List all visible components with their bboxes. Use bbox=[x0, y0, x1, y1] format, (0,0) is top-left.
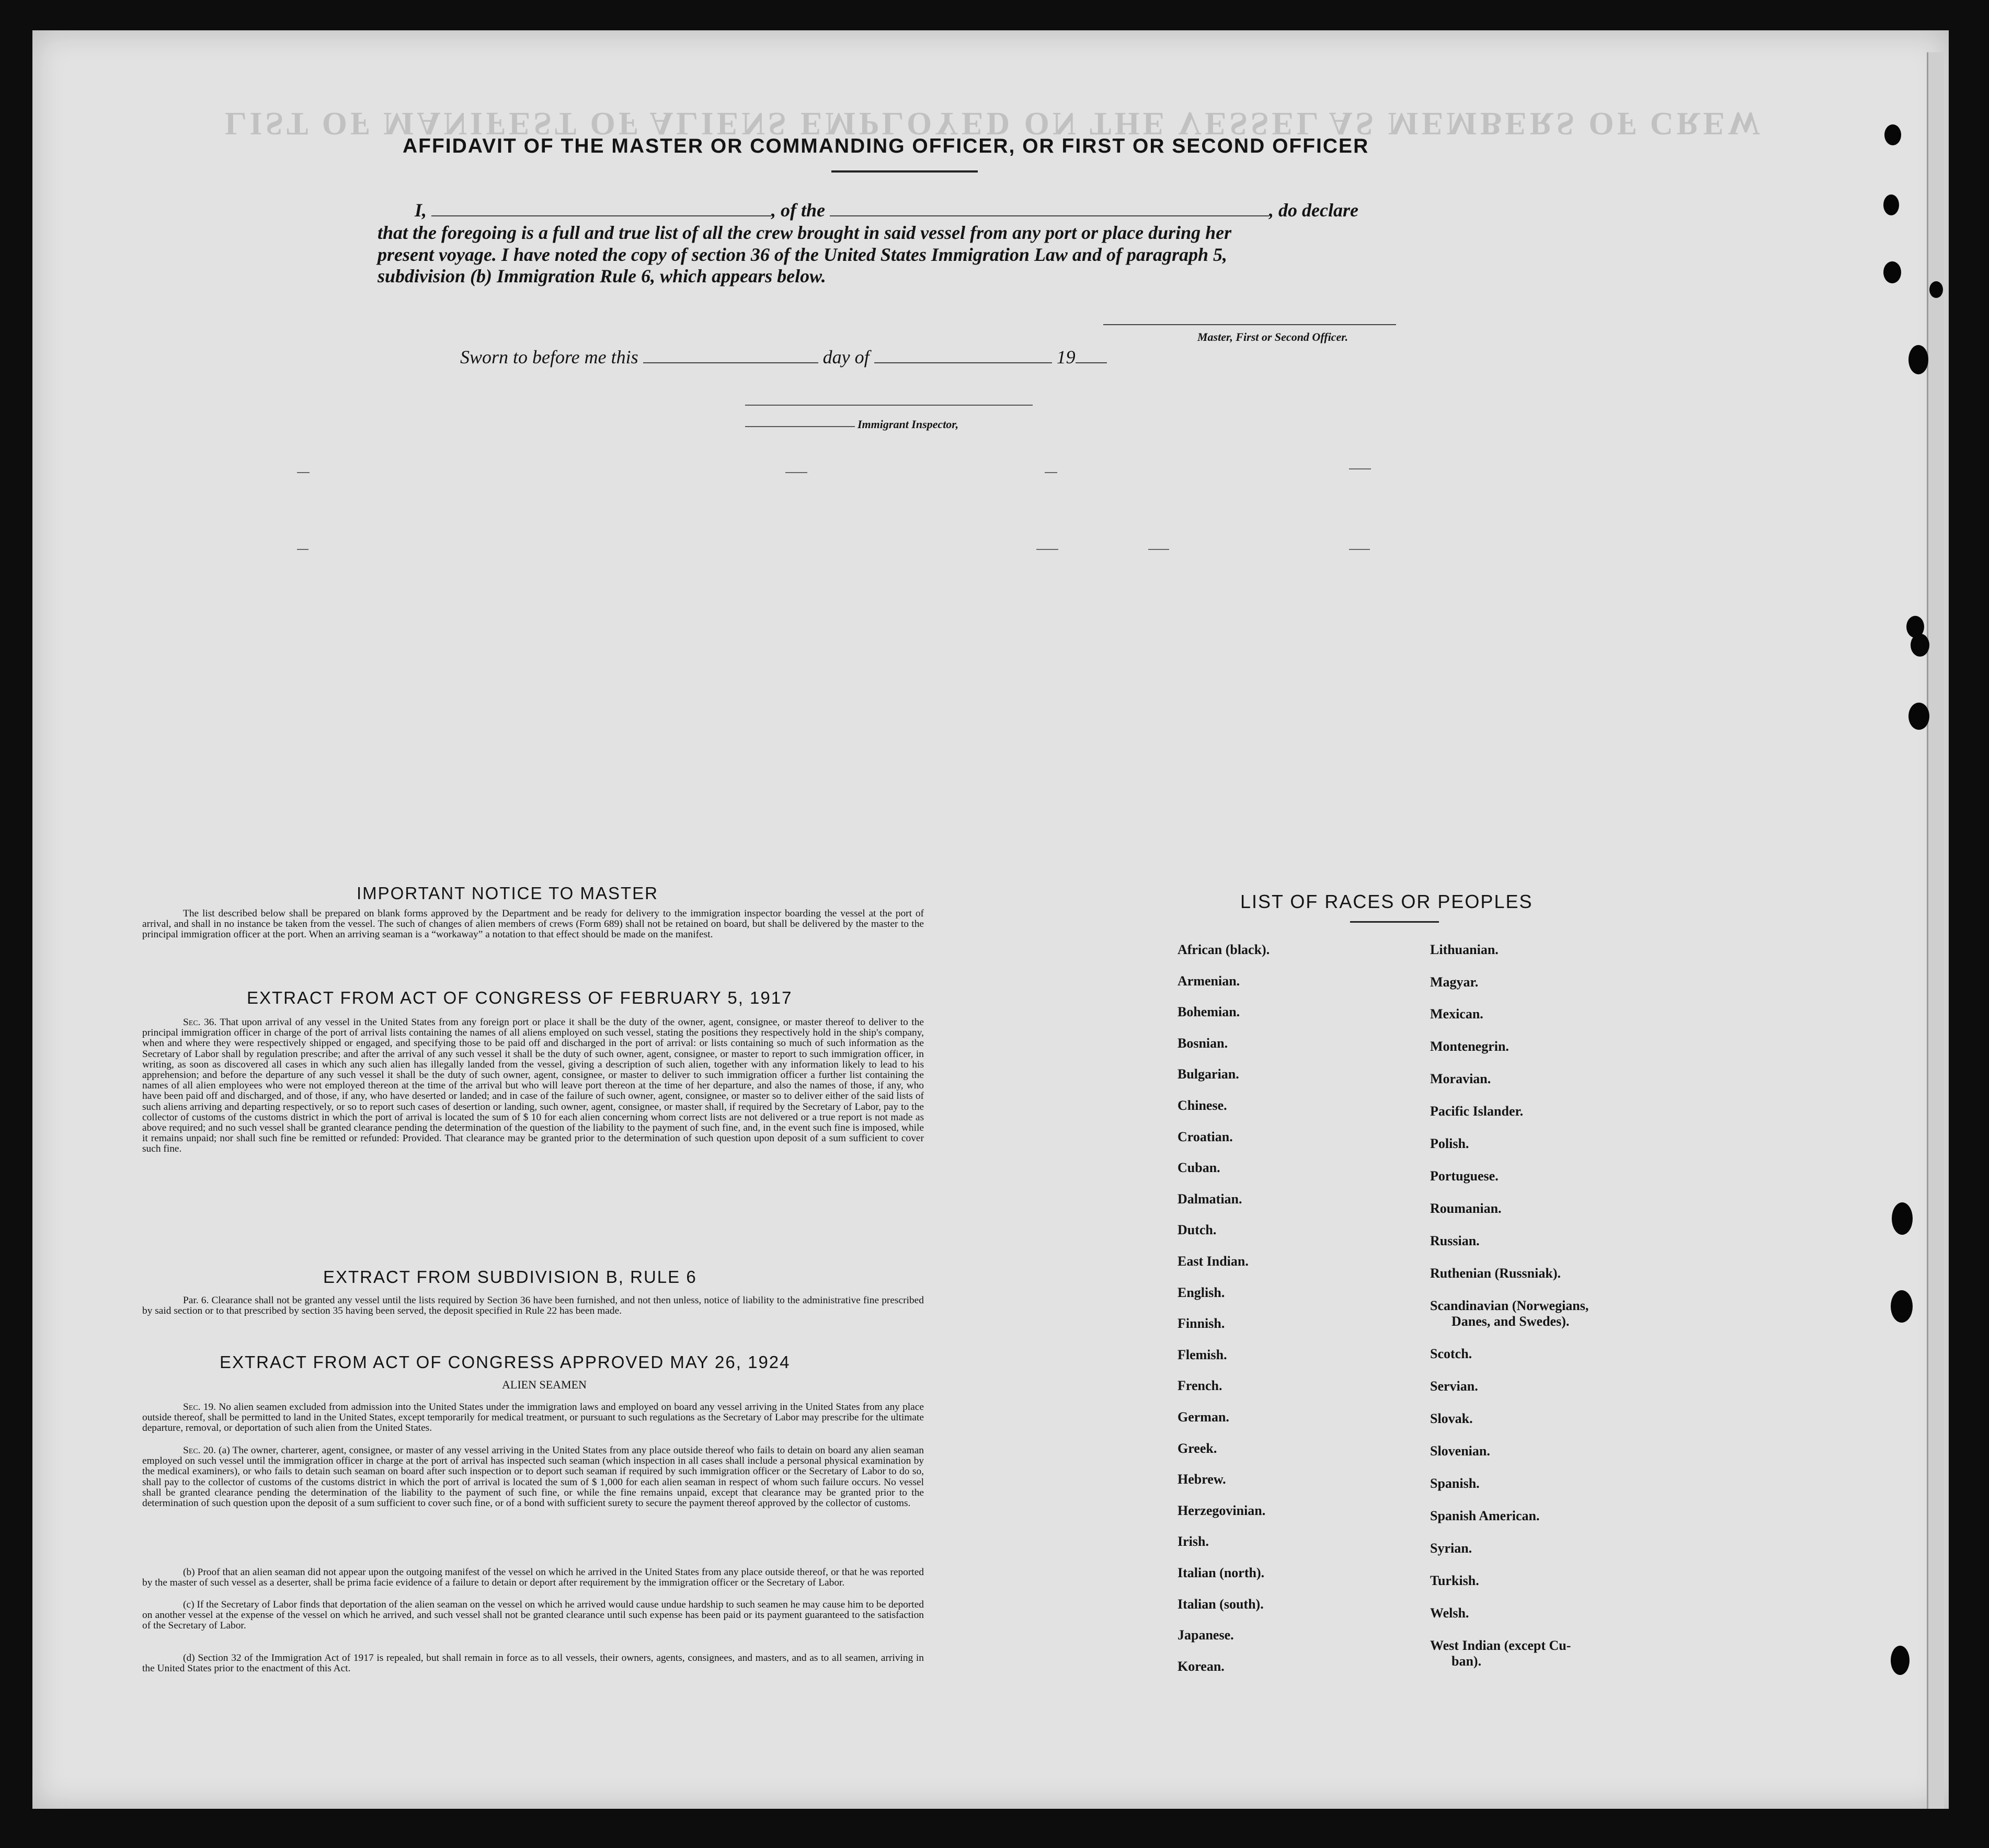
section-label: Sec. 19. bbox=[183, 1402, 216, 1413]
punch-hole bbox=[1891, 1646, 1910, 1675]
sec-20d-paragraph: (d) Section 32 of the Immigration Act of 1917 is repealed, but shall remain in force as to all vessels, their owners, agents, consignees, and masters, and as to all seamen, arriving in the United States prior to the enactment of this Act. bbox=[142, 1652, 924, 1674]
extract-1917-paragraph bbox=[142, 1017, 924, 1155]
race-item: Slovenian. bbox=[1430, 1443, 1490, 1459]
race-item: Dalmatian. bbox=[1178, 1191, 1242, 1207]
punch-hole bbox=[1892, 1202, 1913, 1235]
race-item: Montenegrin. bbox=[1430, 1039, 1509, 1054]
race-item: Welsh. bbox=[1430, 1605, 1469, 1621]
extract-1917-text: That upon arrival of any vessel in the United States from any foreign port or place it shall be the duty of the owner, agent, consignee, or master thereof to deliver to the principal immigration officer in charge of the port of arrival lists containing the names of all aliens employed on such vessel, stating the positions they respectively hold in the ship's company, when and where they were respectively shipped or engaged, and specifying those to be paid off and discharged in the port of arrival: or lists containing so much of such information as the Secretary of Labor shall by regulation prescribe; and after the arrival of any such vessel it shall be the duty of such owner, agent, consignee, or master to report to such immigration officer, in writing, as soon as discovered all cases in which any such alien has illegally landed from the vessel, giving a description of such alien, together with any information likely to lead to his apprehension; and before the departure of any such vessel it shall be the duty of such owner, agent, consignee, or master to deliver to such immigration officer a further list containing the names of all alien employees who were not employed thereon at the time of the arrival but who will leave port thereon at the time of her departure, and also the names of those, if any, who have been paid off and discharged, and of those, if any, who have deserted or landed; and in case of the failure of such owner, agent, consignee, or master so to deliver either of the said lists of such aliens arriving and departing respectively, or so to report such cases of desertion or landing, such owner, agent, consignee, or master shall, if required by the Secretary of Labor, pay to the collector of customs of the customs district in which the port of arrival is located the sum of $ 10 for each alien concerning whom correct lists are not delivered or a true report is not made as above required; and no such vessel shall be granted clearance pending the determination of the question of the liability to the payment of such fine, and, in the event such fine is imposed, while it remains unpaid; nor shall such fine be remitted or refunded: Provided. That clearance may be granted prior to the determination of such question upon deposit of a sum sufficient to cover such fine. bbox=[142, 1017, 924, 1155]
column-dash bbox=[1349, 468, 1371, 469]
race-item: Pacific Islander. bbox=[1430, 1104, 1524, 1119]
race-item: Chinese. bbox=[1178, 1098, 1227, 1113]
race-item: Finnish. bbox=[1178, 1316, 1225, 1332]
inspector-signature-line[interactable] bbox=[745, 405, 1033, 406]
section-label: Sec. 20. bbox=[183, 1445, 216, 1456]
race-item: ban). bbox=[1451, 1654, 1482, 1669]
year-prefix: 19 bbox=[1056, 347, 1076, 368]
sec-20b-paragraph: (b) Proof that an alien seaman did not appear upon the outgoing manifest of the vessel on which he arrived in the United States from any place outside thereof, or that he was reported by the master of such vessel as a deserter, shall be prima facie evidence of a failure to detain or deport after requirement by the immigration officer or the Secretary of Labor. bbox=[142, 1567, 924, 1589]
column-dash bbox=[1349, 549, 1370, 550]
notice-text: The list described below shall be prepared on blank forms approved by the Department and be ready for delivery to the immigration inspector boarding the vessel at the port of arrival, and shall in no instance be taken from the vessel. The such of changes of alien members of crews (Form 689) shall not be retained on board, but shall be delivered by the master to the principal immigration officer at the port. When an arriving seaman is a “workaway” a notation to that effect should be made on the manifest. bbox=[142, 908, 924, 940]
punch-hole bbox=[1883, 261, 1901, 283]
race-item: Moravian. bbox=[1430, 1071, 1491, 1086]
race-item: Korean. bbox=[1178, 1658, 1225, 1674]
punch-hole bbox=[1929, 281, 1943, 298]
race-item: Spanish. bbox=[1430, 1476, 1480, 1491]
section-label: Sec. 36. bbox=[183, 1017, 217, 1028]
race-item: Hebrew. bbox=[1178, 1472, 1226, 1487]
race-item: Magyar. bbox=[1430, 974, 1479, 990]
punch-hole bbox=[1891, 1290, 1913, 1323]
sec-19-paragraph bbox=[142, 1402, 924, 1434]
extract-1917-heading: EXTRACT FROM ACT OF CONGRESS OF FEBRUARY 5, 1917 bbox=[247, 988, 793, 1007]
race-item: East Indian. bbox=[1178, 1254, 1249, 1269]
race-item: African (black). bbox=[1178, 942, 1270, 957]
heading-rule bbox=[1350, 921, 1439, 923]
race-item: Bosnian. bbox=[1178, 1035, 1228, 1051]
i-label: I, bbox=[415, 200, 427, 221]
race-item: Japanese. bbox=[1178, 1627, 1234, 1643]
alien-seamen-subheading: ALIEN SEAMEN bbox=[502, 1378, 587, 1391]
do-declare-label: , do declare bbox=[1269, 200, 1358, 221]
race-item: Mexican. bbox=[1430, 1006, 1483, 1021]
year-field[interactable] bbox=[1076, 347, 1107, 363]
month-field[interactable] bbox=[874, 347, 1052, 363]
race-item: Bohemian. bbox=[1178, 1004, 1240, 1020]
punch-hole bbox=[1908, 345, 1928, 374]
race-item: Spanish American. bbox=[1430, 1508, 1540, 1523]
column-dash bbox=[1036, 549, 1058, 550]
race-item: Danes, and Swedes). bbox=[1451, 1314, 1570, 1329]
race-item: Servian. bbox=[1430, 1379, 1478, 1394]
signature-label: Master, First or Second Officer. bbox=[1197, 330, 1348, 343]
punch-hole bbox=[1884, 124, 1901, 145]
column-dash bbox=[1148, 549, 1169, 550]
extract-rule6-heading: EXTRACT FROM SUBDIVISION B, RULE 6 bbox=[323, 1267, 697, 1287]
sec-20a-text: (a) The owner, charterer, agent, consignee, or master of any vessel arriving in the United States from any place outside thereof who fails to detain on board any alien seaman employed on such vessel until the immigration officer in charge at the port of arrival has inspected such seaman (which inspection in all cases shall include a personal physical examination by the medical examiners), or who fails to detain such seaman on board after such inspection or to deport such seaman if required by such immigration officer or the Secretary of Labor to do so, shall pay to the collector of customs of the customs district in which the port of arrival is located the sum of $ 1,000 for each alien seaman in respect of whom such failure occurs. No vessel shall be granted clearance pending the determination of the liability to the payment of such fine, or while the fine remains unpaid, except that clearance may be granted prior to the determination of such question upon the deposit of a sum sufficient to cover such fine, or of a bond with sufficient surety to secure the payment thereof approved by the collector of customs. bbox=[142, 1445, 924, 1509]
inspector-line bbox=[745, 426, 855, 427]
race-item: Cuban. bbox=[1178, 1160, 1220, 1176]
sworn-line bbox=[460, 346, 1107, 368]
race-item: Italian (north). bbox=[1178, 1565, 1265, 1580]
race-item: Greek. bbox=[1178, 1440, 1217, 1456]
race-item: German. bbox=[1178, 1409, 1229, 1425]
declaration-line-3: present voyage. I have noted the copy of section 36 of the United States Immigration Law and of paragraph 5, bbox=[378, 244, 1227, 265]
extract-rule6-text: Clearance shall not be granted any vessel until the lists required by Section 36 have been furnished, and not then unless, notice of liability to the administrative fine prescribed by said section or to that prescribed by section 35 having been served, the deposit specified in Rule 22 has been made. bbox=[142, 1295, 924, 1317]
race-item: Lithuanian. bbox=[1430, 942, 1499, 957]
column-dash bbox=[785, 472, 807, 473]
bleed-through-text: LIST OF MANIFEST OF ALIENS EMPLOYED ON THE VESSEL AS MEMBERS OF CREW bbox=[225, 106, 1764, 141]
declaration-line-2: that the foregoing is a full and true list of all the crew brought in said vessel from any port or place during her bbox=[378, 222, 1232, 243]
race-item: Portuguese. bbox=[1430, 1168, 1499, 1184]
race-item: Syrian. bbox=[1430, 1541, 1472, 1556]
column-dash bbox=[297, 472, 310, 473]
race-item: Flemish. bbox=[1178, 1347, 1227, 1362]
race-item: French. bbox=[1178, 1378, 1222, 1394]
paragraph-label: Par. 6. bbox=[183, 1295, 209, 1306]
race-item: Dutch. bbox=[1178, 1222, 1217, 1238]
page-edge bbox=[1927, 52, 1944, 1809]
inspector-label: Immigrant Inspector, bbox=[858, 418, 959, 431]
race-item: Scotch. bbox=[1430, 1346, 1472, 1361]
race-item: Polish. bbox=[1430, 1136, 1469, 1151]
signature-line[interactable] bbox=[1103, 324, 1396, 325]
vessel-field[interactable] bbox=[830, 200, 1269, 216]
affidavit-heading: AFFIDAVIT OF THE MASTER OR COMMANDING OFFICER, OR FIRST OR SECOND OFFICER bbox=[403, 135, 1369, 157]
race-item: Russian. bbox=[1430, 1233, 1480, 1248]
sworn-label: Sworn to before me this bbox=[460, 347, 638, 368]
race-item: Ruthenian (Russniak). bbox=[1430, 1266, 1561, 1281]
of-the-label: , of the bbox=[771, 200, 826, 221]
punch-hole bbox=[1908, 703, 1929, 730]
races-heading: LIST OF RACES OR PEOPLES bbox=[1240, 891, 1533, 912]
punch-hole bbox=[1911, 634, 1929, 657]
sec-20a-paragraph bbox=[142, 1445, 924, 1509]
declaration-line-4: subdivision (b) Immigration Rule 6, which appears below. bbox=[378, 266, 826, 286]
race-item: Italian (south). bbox=[1178, 1596, 1264, 1612]
name-field[interactable] bbox=[431, 200, 771, 216]
race-item: Croatian. bbox=[1178, 1129, 1233, 1144]
race-item: Herzegovinian. bbox=[1178, 1502, 1266, 1518]
day-of-label: day of bbox=[822, 347, 870, 368]
race-item: Slovak. bbox=[1430, 1411, 1473, 1426]
race-item: Scandinavian (Norwegians, bbox=[1430, 1298, 1589, 1313]
race-item: English. bbox=[1178, 1284, 1225, 1300]
punch-hole bbox=[1883, 194, 1899, 215]
column-dash bbox=[1045, 472, 1057, 473]
heading-rule bbox=[831, 170, 978, 173]
race-item: Roumanian. bbox=[1430, 1201, 1502, 1216]
day-field[interactable] bbox=[643, 347, 818, 363]
column-dash bbox=[297, 549, 308, 550]
extract-rule6-paragraph bbox=[142, 1295, 924, 1316]
notice-heading: IMPORTANT NOTICE TO MASTER bbox=[357, 883, 659, 903]
race-item: Turkish. bbox=[1430, 1573, 1479, 1588]
extract-1924-heading: EXTRACT FROM ACT OF CONGRESS APPROVED MAY 26, 1924 bbox=[220, 1352, 791, 1372]
race-item: West Indian (except Cu- bbox=[1430, 1638, 1571, 1653]
race-item: Irish. bbox=[1178, 1534, 1209, 1549]
race-item: Bulgarian. bbox=[1178, 1066, 1239, 1082]
sec-19-text: No alien seamen excluded from admission into the United States under the immigration laws and employed on board any vessel arriving in the United States from any place outside thereof, shall be permitted to land in the United States, except temporarily for medical treatment, or pursuant to such regulations as the Secretary of Labor may prescribe for the ultimate departure, removal, or deportation of such alien from the United States. bbox=[142, 1402, 924, 1434]
declaration-line-1 bbox=[415, 200, 1408, 221]
sec-20c-paragraph: (c) If the Secretary of Labor finds that deportation of the alien seaman on the vessel on which he arrived would cause undue hardship to such seamen he may cause him to be deported on another vessel at the expense of the vessel on which he arrived, and such vessel shall not be granted clearance until such expense has been paid or its payment guaranteed to the satisfaction of the Secretary of Labor. bbox=[142, 1599, 924, 1632]
race-item: Armenian. bbox=[1178, 973, 1240, 989]
